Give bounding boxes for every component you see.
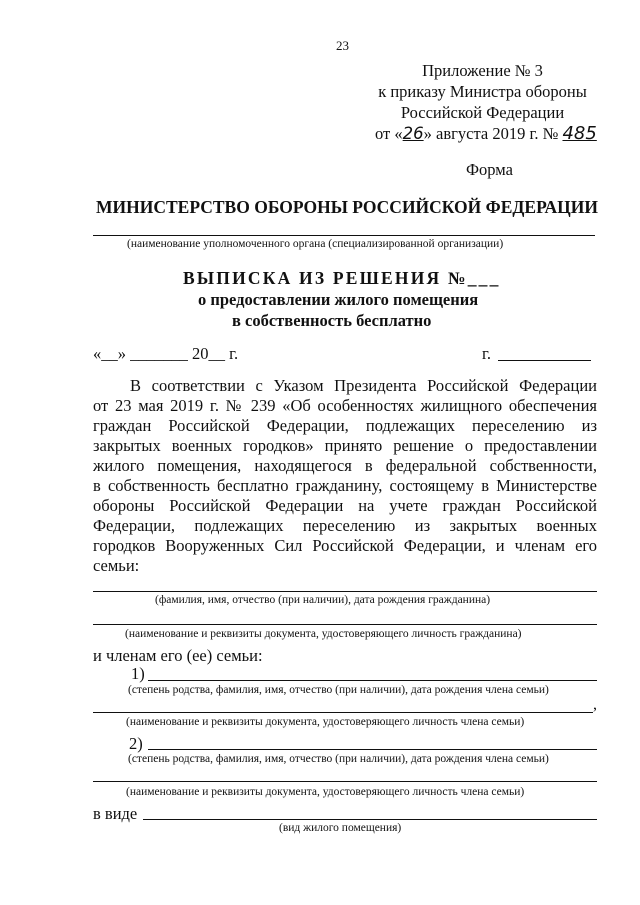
paragraph-line: закрытых военных городков» принято решение о предоставлении [93, 436, 597, 455]
housing-type-caption: (вид жилого помещения) [279, 822, 402, 834]
paragraph-line: жилого помещения, находящегося в федеральной собственности, [93, 456, 597, 475]
document-title: ВЫПИСКА ИЗ РЕШЕНИЯ №___ [183, 268, 501, 288]
member1-comma: , [593, 696, 597, 713]
ministry-name: МИНИСТЕРСТВО ОБОРОНЫ РОССИЙСКОЙ ФЕДЕРАЦИИ [96, 197, 598, 217]
appendix-line1: Приложение № 3 [422, 61, 543, 80]
document-subtitle-1: о предоставлении жилого помещения [198, 290, 479, 309]
appendix-block [375, 60, 597, 144]
page-number: 23 [336, 38, 349, 53]
member1-doc-caption: (наименование и реквизиты документа, удостоверяющего личность члена семьи) [126, 716, 525, 728]
paragraph-line: В соответствии с Указом Президента Российской Федерации [130, 376, 597, 395]
order-number: 485 [562, 123, 597, 144]
main-paragraph [93, 376, 597, 576]
member2-doc-line [93, 781, 597, 782]
family-intro: и членам его (ее) семьи: [93, 646, 263, 665]
ministry-caption: (наименование уполномоченного органа (специализированной организации) [127, 238, 504, 250]
appendix-line2: к приказу Министра обороны [378, 82, 587, 101]
ministry-underline [93, 235, 595, 236]
date-day: 26 [402, 124, 424, 143]
decision-date: «__» _______ 20__ г. [93, 344, 239, 363]
member1-doc-line [93, 712, 593, 713]
paragraph-line: обороны Российской Федерации на учете граждан Российской [93, 496, 597, 515]
member1-relation-caption: (степень родства, фамилия, имя, отчество (при наличии), дата рождения члена семьи) [128, 684, 549, 696]
citizen-doc-line [93, 624, 597, 625]
decision-place-label: г. [482, 344, 492, 363]
appendix-date [375, 123, 597, 144]
paragraph-line: в собственность бесплатно гражданину, состоящему в Министерстве [93, 476, 597, 495]
citizen-doc-caption: (наименование и реквизиты документа, удостоверяющего личность гражданина) [125, 628, 522, 640]
citizen-name-caption: (фамилия, имя, отчество (при наличии), дата рождения гражданина) [155, 594, 491, 606]
appendix-line3: Российской Федерации [400, 103, 565, 122]
paragraph-line: городков Вооруженных Сил Российской Федерации, и членам его [93, 536, 597, 555]
paragraph-line: Федерации, подлежащих переселению из закрытых военных [93, 516, 597, 535]
form-label: Форма [466, 160, 513, 179]
paragraph-line: граждан Российской Федерации, подлежащих переселению из [93, 416, 597, 435]
member2-relation-caption: (степень родства, фамилия, имя, отчество (при наличии), дата рождения члена семьи) [128, 753, 549, 765]
paragraph-line: семьи: [93, 556, 140, 575]
decision-place-line [498, 360, 591, 361]
date-suffix: » августа 2019 г. № [423, 124, 559, 143]
member2-number: 2) [129, 734, 143, 753]
housing-type-line [143, 819, 597, 820]
member1-relation-line [148, 680, 597, 681]
member2-relation-line [148, 749, 597, 750]
housing-type-label: в виде [93, 804, 138, 823]
date-prefix: от « [375, 124, 403, 143]
paragraph-line: от 23 мая 2019 г. № 239 «Об особенностях жилищного обеспечения [93, 396, 597, 415]
member2-doc-caption: (наименование и реквизиты документа, удостоверяющего личность члена семьи) [126, 786, 525, 798]
member1-number: 1) [131, 664, 145, 683]
document-subtitle-2: в собственность бесплатно [232, 311, 432, 330]
citizen-name-line [93, 591, 597, 592]
